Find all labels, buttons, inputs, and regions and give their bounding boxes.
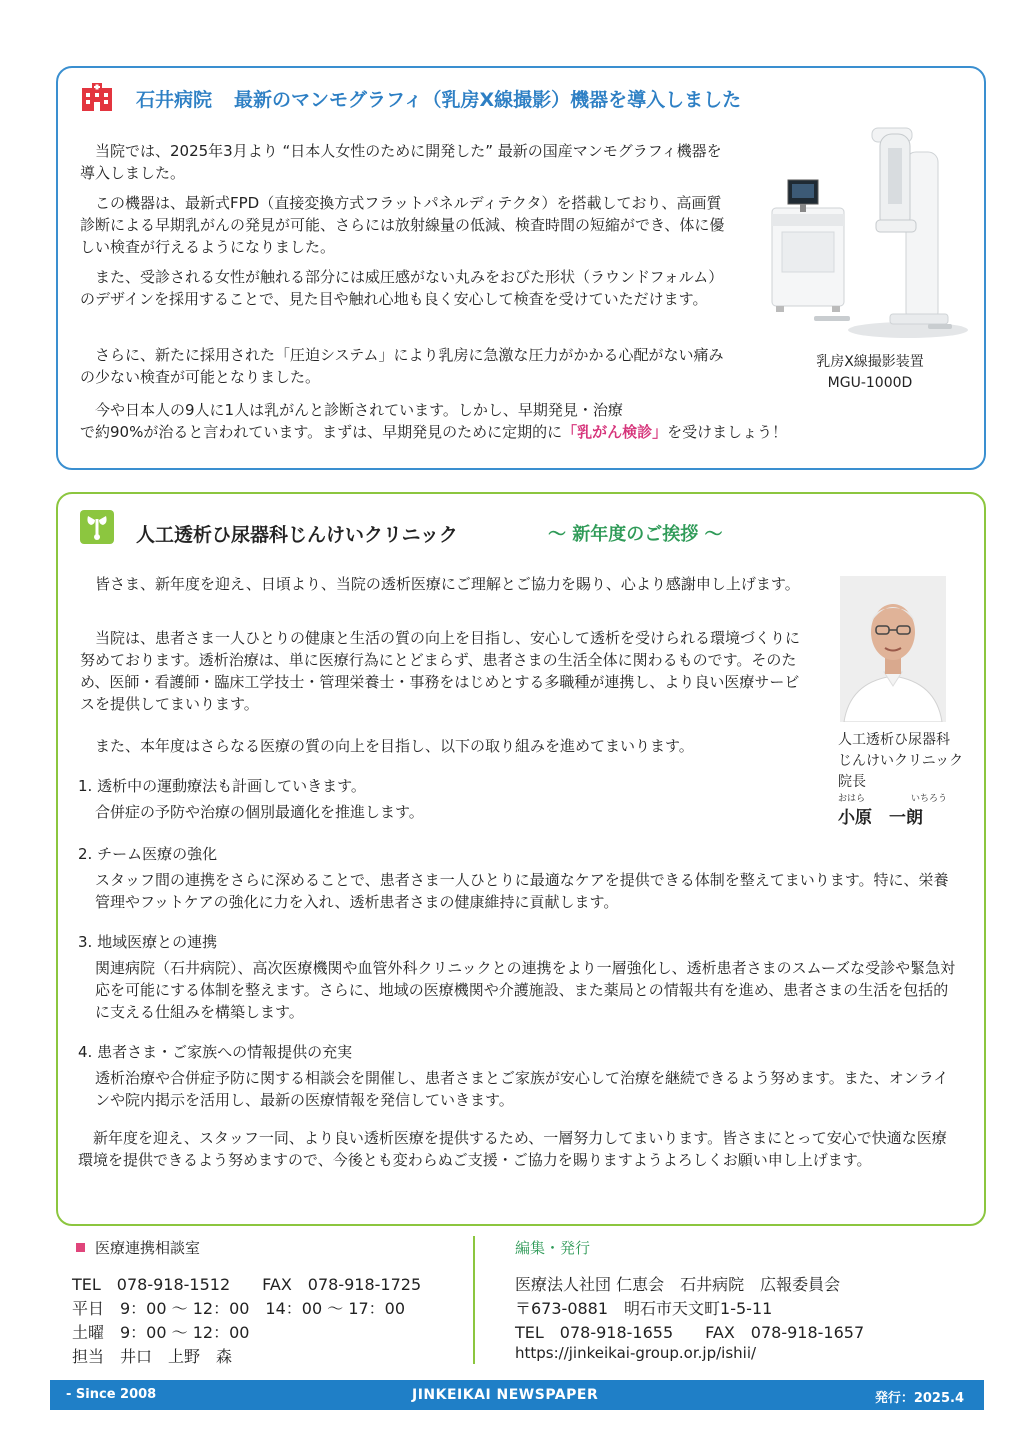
mammography-machine-image	[768, 122, 968, 344]
since-label: - Since 2008	[66, 1387, 157, 1402]
item-4-body: 透析治療や合併症予防に関する相談会を開催し、患者さまとご家族が安心して治療を継続できるよう努めます。また、オンラインや院内掲示を活用し、最新の医療情報を発信していきます。	[95, 1069, 949, 1109]
consult-saturday-hours: 土曜 9：00 ～ 12：00	[72, 1323, 250, 1342]
consult-tel-fax: TEL 078-918-1512 FAX 078-918-1725	[72, 1275, 422, 1294]
reading-family: おはら	[838, 794, 866, 804]
director-caption	[838, 730, 978, 793]
item-1-body: 合併症の予防や治療の個別最適化を推進します。	[95, 803, 424, 821]
s1-paragraph-3: また、受診される女性が触れる部分には威圧感がない丸みをおびた形状（ラウンドフォルム）のデザインを採用することで、見た目や触れ心地も良く安心して検査を受けていただけます。	[80, 268, 724, 308]
s1-closing-pre: で約90%が治ると言われています。まずは、早期発見のために定期的に	[80, 423, 563, 441]
director-name: 小原 一朗	[838, 808, 923, 828]
consult-weekday-hours: 平日 9：00 ～ 12：00 14：00 ～ 17：00	[72, 1299, 406, 1318]
item-2-body: スタッフ間の連携をさらに深めることで、患者さま一人ひとりに最適なケアを提供できる体制を整えてまいります。特に、栄養管理やフットケアの強化に力を入れ、透析患者さまの健康維持に貢献します。	[95, 871, 949, 911]
s1-closing-line-2	[80, 421, 787, 443]
edit-title: 編集・発行	[515, 1239, 591, 1257]
section1-headline: 最新のマンモグラフィ（乳房X線撮影）機器を導入しました	[234, 89, 742, 111]
hospital-name: 石井病院	[136, 89, 213, 111]
item-3-title: 3. 地域医療との連携	[78, 933, 218, 951]
s2-intro-3: また、本年度はさらなる医療の質の向上を目指し、以下の取り組みを進めてまいります。	[95, 737, 694, 755]
item-2-title: 2. チーム医療の強化	[78, 845, 218, 863]
publisher-address: 〒673-0881 明石市天文町1-5-11	[515, 1299, 773, 1318]
publisher-org: 医療法人社団 仁恵会 石井病院 広報委員会	[515, 1275, 841, 1294]
breast-cancer-screening-highlight: 「乳がん検診」	[562, 423, 668, 441]
director-caption-clinic2: じんけいクリニック	[838, 753, 964, 769]
clinic-icon	[80, 510, 114, 544]
s2-closing: 新年度を迎え、スタッフ一同、より良い透析医療を提供するため、一層努力してまいります。皆さまにとって安心で快適な医療環境を提供できるよう努めますので、今後とも変わらぬご支援・ご協力を賜りますようよろしくお願い申し上げます。	[78, 1129, 947, 1169]
consult-staff: 担当 井口 上野 森	[72, 1347, 233, 1366]
newspaper-name: JINKEIKAI NEWSPAPER	[412, 1387, 599, 1403]
s1-paragraph-4: さらに、新たに採用された「圧迫システム」により乳房に急激な圧力がかかる心配がない痛みの少ない検査が可能となりました。	[80, 346, 724, 386]
newspaper-bar	[50, 1380, 984, 1410]
director-caption-title: 院長	[838, 774, 866, 790]
s1-paragraph-2: この機器は、最新式FPD（直接変換方式フラットパネルディテクタ）を搭載しており、高画質診断による早期乳がんの発見が可能、さらには放射線量の低減、検査時間の短縮ができ、体に優しい検査が行えるようになりました。	[80, 194, 725, 256]
machine-caption-name: 乳房X線撮影装置	[816, 354, 924, 370]
s1-closing-post: を受けましょう！	[667, 423, 788, 441]
footer-divider	[473, 1236, 475, 1364]
hospital-icon	[80, 82, 114, 112]
publisher-url[interactable]: https://jinkeikai-group.or.jp/ishii/	[515, 1344, 757, 1362]
s1-paragraph-1: 当院では、2025年3月より “日本人女性のために開発した” 最新の国産マンモグラフィ機器を導入しました。	[80, 142, 722, 182]
greeting-subtitle: ～ 新年度のご挨拶 ～	[548, 524, 723, 545]
item-4-title: 4. 患者さま・ご家族への情報提供の充実	[78, 1043, 353, 1061]
issue-date: 発行：2025.4	[874, 1391, 964, 1406]
machine-caption-model: MGU-1000D	[827, 375, 913, 391]
item-3-body: 関連病院（石井病院）、高次医療機関や血管外科クリニックとの連携をより一層強化し、透析患者さまのスムーズな受診や緊急対応を可能にする体制を整えます。さらに、地域の医療機関や介護施設、また薬局との情報共有を進め、患者さまの生活を包括的に支える仕組みを構築します。	[95, 959, 956, 1021]
s1-closing-line-1: 今や日本人の9人に1人は乳がんと診断されています。しかし、早期発見・治療	[95, 401, 623, 419]
consult-bullet	[76, 1243, 85, 1252]
machine-caption	[790, 352, 950, 394]
consult-title: 医療連携相談室	[95, 1239, 201, 1257]
director-caption-clinic1: 人工透析ひ尿器科	[838, 732, 950, 748]
item-1-title: 1. 透析中の運動療法も計画していきます。	[78, 777, 366, 795]
s2-intro-1: 皆さま、新年度を迎え、日頃より、当院の透析医療にご理解とご協力を賜り、心より感謝申し上げます。	[95, 575, 800, 593]
s2-intro-2: 当院は、患者さま一人ひとりの健康と生活の質の向上を目指し、安心して透析を受けられる環境づくりに努めております。透析治療は、単に医療行為にとどまらず、患者さまの生活全体に関わるものです。そのため、医師・看護師・臨床工学技士・管理栄養士・事務をはじめとする多職種が連携し、より良い医療サービスを提供してまいります。	[80, 629, 801, 713]
clinic-name: 人工透析ひ尿器科じんけいクリニック	[136, 524, 458, 546]
director-photo	[840, 576, 946, 722]
reading-given: いちろう	[911, 794, 948, 804]
publisher-contact: TEL 078-918-1655 FAX 078-918-1657	[515, 1323, 865, 1342]
